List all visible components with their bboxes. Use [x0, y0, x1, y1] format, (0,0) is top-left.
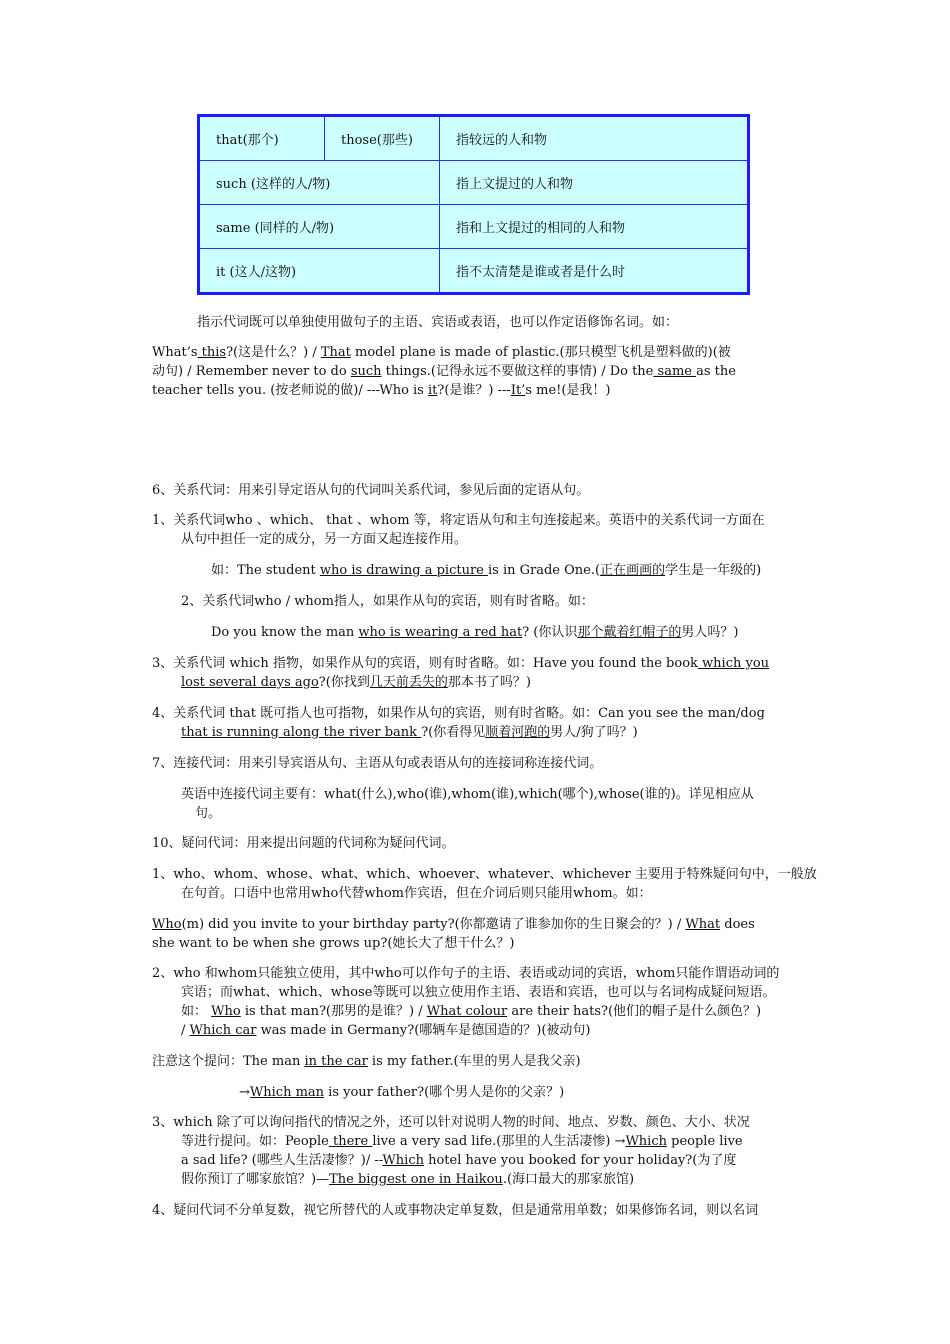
paragraph-line: 在句首。口语中也常用who代替whom作宾语，但在介词后则只能用whom。如：	[181, 886, 652, 901]
table-cell: such (这样的人/物)	[199, 161, 440, 205]
text-run: 那本书了吗？)	[447, 675, 531, 690]
text-run: 等进行提问。如：People	[181, 1134, 329, 1149]
example-line	[181, 1002, 761, 1021]
underlined-text: 顺着河跑的	[485, 725, 551, 740]
underlined-text: What colour	[426, 1004, 508, 1019]
text-run: ? (你认识	[522, 625, 578, 640]
section-heading: 10、疑问代词：用来提出问题的代词称为疑问代词。	[152, 836, 455, 851]
table-row	[199, 205, 749, 249]
text-run: is that man?(那男的是谁？) /	[240, 1004, 427, 1019]
example-line	[152, 1052, 581, 1071]
text-run: 如：	[181, 1004, 212, 1019]
paragraph-line: 3、which 除了可以询问指代的情况之外，还可以针对说明人物的时间、地点、岁数、颜色、大小、状况	[152, 1115, 750, 1130]
text-run: (m) did you invite to your birthday party?(你都邀请了谁参加你的生日聚会的？) /	[181, 917, 686, 932]
text-run: as the	[696, 364, 736, 379]
section-heading: 6、关系代词：用来引导定语从句的代词叫关系代词，参见后面的定语从句。	[152, 483, 590, 498]
table-cell: 指不太清楚是谁或者是什么时	[440, 249, 749, 294]
text-run: things.(记得永远不要做这样的事情) / Do the	[381, 364, 654, 379]
underlined-text: What	[685, 917, 721, 932]
underlined-text: same	[653, 364, 697, 379]
underlined-text: who is drawing a picture	[319, 563, 488, 578]
table-row	[199, 249, 749, 294]
paragraph-line: 从句中担任一定的成分，另一方面又起连接作用。	[181, 532, 468, 547]
table-row	[199, 116, 749, 161]
underlined-text: That	[320, 345, 351, 360]
text-run: .(海口最大的那家旅馆)	[502, 1172, 635, 1187]
underlined-text: Which	[382, 1153, 424, 1168]
paragraph-line: 英语中连接代词主要有：what(什么),who(谁),whom(谁),which(哪个),whose(谁的)。详见相应从	[181, 787, 754, 802]
paragraph-line	[181, 673, 531, 692]
underlined-text: 正在画画的	[600, 563, 666, 578]
text-run: is in Grade One.(	[488, 563, 601, 578]
text-run: people live	[666, 1134, 743, 1149]
example-line	[211, 623, 738, 642]
text-run: 如：The student	[211, 563, 320, 578]
paragraph-line: 1、who、whom、whose、what、which、whoever、whatever、whichever 主要用于特殊疑问句中，一般放	[152, 867, 817, 882]
underlined-text: 那个戴着红帽子的	[577, 625, 682, 640]
text-run: s me!(是我！)	[525, 383, 611, 398]
text-run: does	[720, 917, 755, 932]
underlined-text: which you	[697, 656, 770, 671]
underlined-text: who is wearing a red hat	[358, 625, 523, 640]
text-run: model plane is made of plastic.(那只模型飞机是塑料做的)(被	[350, 345, 731, 360]
table-cell: 指和上文提过的相同的人和物	[440, 205, 749, 249]
example-line	[152, 343, 731, 362]
text-run: live a very sad life.(那里的人生活凄惨) →	[372, 1134, 626, 1149]
text-run: ?(你看得见	[421, 725, 486, 740]
text-run: a sad life? (哪些人生活凄惨？)/ --	[181, 1153, 383, 1168]
example-line	[181, 1151, 736, 1170]
demonstrative-pronoun-table	[197, 114, 750, 295]
text-run: 男人/狗了吗？)	[550, 725, 638, 740]
text-run: are their hats?(他们的帽子是什么颜色？)	[507, 1004, 762, 1019]
paragraph-line: 2、who 和whom只能独立使用，其中who可以作句子的主语、表语或动词的宾语，whom只能作谓语动词的	[152, 966, 780, 981]
text-run: ?(是谁？) ---	[437, 383, 511, 398]
paragraph-line: 指示代词既可以单独使用做句子的主语、宾语或表语，也可以作定语修饰名词。如：	[197, 315, 679, 330]
arrow-icon: →	[239, 1085, 250, 1100]
paragraph-line	[152, 654, 769, 673]
table-cell: it (这人/这物)	[199, 249, 440, 294]
table-cell: 指上文提过的人和物	[440, 161, 749, 205]
example-line	[211, 561, 761, 580]
text-run: 男人吗？)	[681, 625, 739, 640]
table-cell: those(那些)	[325, 116, 440, 161]
text-run: teacher tells you. (按老师说的做)/ ---Who is	[152, 383, 428, 398]
underlined-text: 几天前丢失的	[369, 675, 448, 690]
text-run: ?(这是什么？) /	[226, 345, 321, 360]
text-run: is your father?(哪个男人是你的父亲？)	[324, 1085, 565, 1100]
text-run: ?(你找到	[318, 675, 370, 690]
example-line	[239, 1083, 564, 1102]
underlined-text: The biggest one in Haikou	[329, 1172, 503, 1187]
text-run: Do you know the man	[211, 625, 359, 640]
text-run: is my father.(车里的男人是我父亲)	[367, 1054, 581, 1069]
underlined-text: such	[350, 364, 382, 379]
underlined-text: this	[197, 345, 227, 360]
underlined-text: Which man	[249, 1085, 325, 1100]
underlined-text: Which	[625, 1134, 667, 1149]
underlined-text: there	[328, 1134, 373, 1149]
text-run: 注意这个提问：The man	[152, 1054, 305, 1069]
underlined-text: in the car	[304, 1054, 368, 1069]
paragraph-line: 2、关系代词who / whom指人，如果作从句的宾语，则有时省略。如：	[181, 594, 594, 609]
paragraph-line: 句。	[195, 806, 222, 821]
table-cell: that(那个)	[199, 116, 325, 161]
example-line	[181, 1021, 591, 1040]
text-run: hotel have you booked for your holiday?(为了度	[423, 1153, 737, 1168]
table-cell: same (同样的人/物)	[199, 205, 440, 249]
text-run: 学生是一年级的)	[665, 563, 762, 578]
paragraph-line: 宾语；而what、which、whose等既可以独立使用作主语、表语和宾语，也可以与名词构成疑问短语。	[181, 985, 776, 1000]
underlined-text: Who	[211, 1004, 241, 1019]
underlined-text: it	[427, 383, 438, 398]
text-run: 3、关系代词 which 指物，如果作从句的宾语，则有时省略。如：Have you found the book	[152, 656, 698, 671]
example-line	[152, 915, 755, 934]
text-run: 假你预订了哪家旅馆？)—	[181, 1172, 330, 1187]
table-row	[199, 161, 749, 205]
underlined-text: Which car	[189, 1023, 257, 1038]
text-run: What’s	[152, 345, 198, 360]
underlined-text: Who	[152, 917, 182, 932]
example-line: she want to be when she grows up?(她长大了想干什么？)	[152, 936, 515, 951]
paragraph-line: 4、疑问代词不分单复数，视它所替代的人或事物决定单复数，但是通常用单数；如果修饰名词，则以名词	[152, 1203, 759, 1218]
underlined-text: lost several days ago	[181, 675, 319, 690]
example-line	[152, 381, 611, 400]
example-line	[181, 1170, 634, 1189]
text-run: 动句) / Remember never to do	[152, 364, 351, 379]
paragraph-line: 1、关系代词who 、which、 that 、whom 等，将定语从句和主句连接起来。英语中的关系代词一方面在	[152, 513, 765, 528]
underlined-text: that is running along the river bank	[181, 725, 422, 740]
example-line	[181, 1132, 743, 1151]
text-run: was made in Germany?(哪辆车是德国造的？)(被动句)	[256, 1023, 591, 1038]
text-run: /	[181, 1023, 190, 1038]
table-cell: 指较远的人和物	[440, 116, 749, 161]
paragraph-line	[181, 723, 638, 742]
paragraph-line: 4、关系代词 that 既可指人也可指物，如果作从句的宾语，则有时省略。如：Can you see the man/dog	[152, 706, 765, 721]
underlined-text: It’	[510, 383, 526, 398]
example-line	[152, 362, 736, 381]
section-heading: 7、连接代词：用来引导宾语从句、主语从句或表语从句的连接词称连接代词。	[152, 756, 603, 771]
